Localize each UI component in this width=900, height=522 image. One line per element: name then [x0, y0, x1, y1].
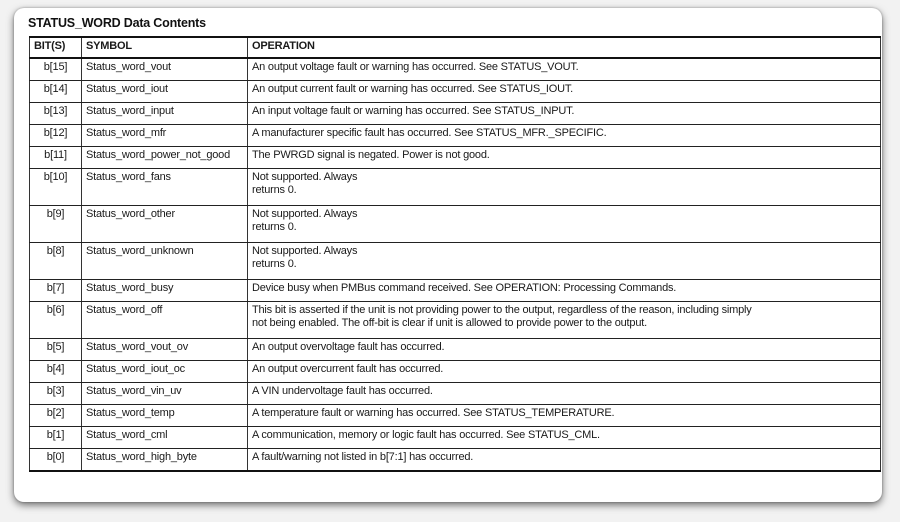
symbol-cell: Status_word_cml: [82, 427, 248, 449]
operation-cell: Not supported. Always returns 0.: [248, 206, 881, 243]
bit-cell: b[6]: [30, 302, 82, 339]
table-row: [30, 147, 881, 169]
operation-cell: Not supported. Always returns 0.: [248, 243, 881, 280]
operation-cell: A VIN undervoltage fault has occurred.: [248, 383, 881, 405]
operation-cell: A fault/warning not listed in b[7:1] has occurred.: [248, 449, 881, 472]
bit-cell: b[5]: [30, 339, 82, 361]
table-row: [30, 169, 881, 206]
table-row: [30, 58, 881, 81]
table-header-row: [30, 37, 881, 58]
bit-cell: b[8]: [30, 243, 82, 280]
bit-cell: b[11]: [30, 147, 82, 169]
status-word-table: [29, 36, 881, 472]
symbol-cell: Status_word_vout_ov: [82, 339, 248, 361]
table-body: [30, 58, 881, 471]
bit-cell: b[1]: [30, 427, 82, 449]
symbol-cell: Status_word_temp: [82, 405, 248, 427]
symbol-cell: Status_word_iout_oc: [82, 361, 248, 383]
bit-cell: b[12]: [30, 125, 82, 147]
table-row: [30, 405, 881, 427]
bit-cell: b[13]: [30, 103, 82, 125]
bit-cell: b[3]: [30, 383, 82, 405]
operation-cell: An output current fault or warning has occurred. See STATUS_IOUT.: [248, 81, 881, 103]
operation-cell: Not supported. Always returns 0.: [248, 169, 881, 206]
table-row: [30, 243, 881, 280]
table-title: STATUS_WORD Data Contents: [28, 16, 206, 30]
symbol-cell: Status_word_other: [82, 206, 248, 243]
column-header-bits: BIT(S): [30, 37, 82, 58]
bit-cell: b[9]: [30, 206, 82, 243]
symbol-cell: Status_word_power_not_good: [82, 147, 248, 169]
operation-cell: An output voltage fault or warning has occurred. See STATUS_VOUT.: [248, 58, 881, 81]
symbol-cell: Status_word_iout: [82, 81, 248, 103]
operation-cell: A temperature fault or warning has occurred. See STATUS_TEMPERATURE.: [248, 405, 881, 427]
document-card: [14, 8, 882, 502]
symbol-cell: Status_word_fans: [82, 169, 248, 206]
table-row: [30, 280, 881, 302]
operation-cell: An input voltage fault or warning has occurred. See STATUS_INPUT.: [248, 103, 881, 125]
table-row: [30, 125, 881, 147]
operation-cell: A communication, memory or logic fault has occurred. See STATUS_CML.: [248, 427, 881, 449]
bit-cell: b[2]: [30, 405, 82, 427]
column-header-operation: OPERATION: [248, 37, 881, 58]
table-row: [30, 81, 881, 103]
bit-cell: b[10]: [30, 169, 82, 206]
table-row: [30, 361, 881, 383]
bit-cell: b[0]: [30, 449, 82, 472]
operation-cell: An output overvoltage fault has occurred.: [248, 339, 881, 361]
symbol-cell: Status_word_mfr: [82, 125, 248, 147]
operation-cell: This bit is asserted if the unit is not providing power to the output, regardless of the reason, including simply not being enabled. The off-bit is clear if unit is allowed to provide power to the output.: [248, 302, 881, 339]
operation-cell: A manufacturer specific fault has occurred. See STATUS_MFR._SPECIFIC.: [248, 125, 881, 147]
bit-cell: b[14]: [30, 81, 82, 103]
symbol-cell: Status_word_vin_uv: [82, 383, 248, 405]
symbol-cell: Status_word_off: [82, 302, 248, 339]
symbol-cell: Status_word_busy: [82, 280, 248, 302]
column-header-symbol: SYMBOL: [82, 37, 248, 58]
symbol-cell: Status_word_vout: [82, 58, 248, 81]
table-row: [30, 302, 881, 339]
operation-cell: The PWRGD signal is negated. Power is not good.: [248, 147, 881, 169]
table-row: [30, 427, 881, 449]
bit-cell: b[4]: [30, 361, 82, 383]
symbol-cell: Status_word_high_byte: [82, 449, 248, 472]
table-row: [30, 449, 881, 472]
table-row: [30, 103, 881, 125]
table-row: [30, 339, 881, 361]
operation-cell: An output overcurrent fault has occurred.: [248, 361, 881, 383]
bit-cell: b[15]: [30, 58, 82, 81]
table-row: [30, 206, 881, 243]
operation-cell: Device busy when PMBus command received. See OPERATION: Processing Commands.: [248, 280, 881, 302]
table-row: [30, 383, 881, 405]
symbol-cell: Status_word_input: [82, 103, 248, 125]
bit-cell: b[7]: [30, 280, 82, 302]
symbol-cell: Status_word_unknown: [82, 243, 248, 280]
